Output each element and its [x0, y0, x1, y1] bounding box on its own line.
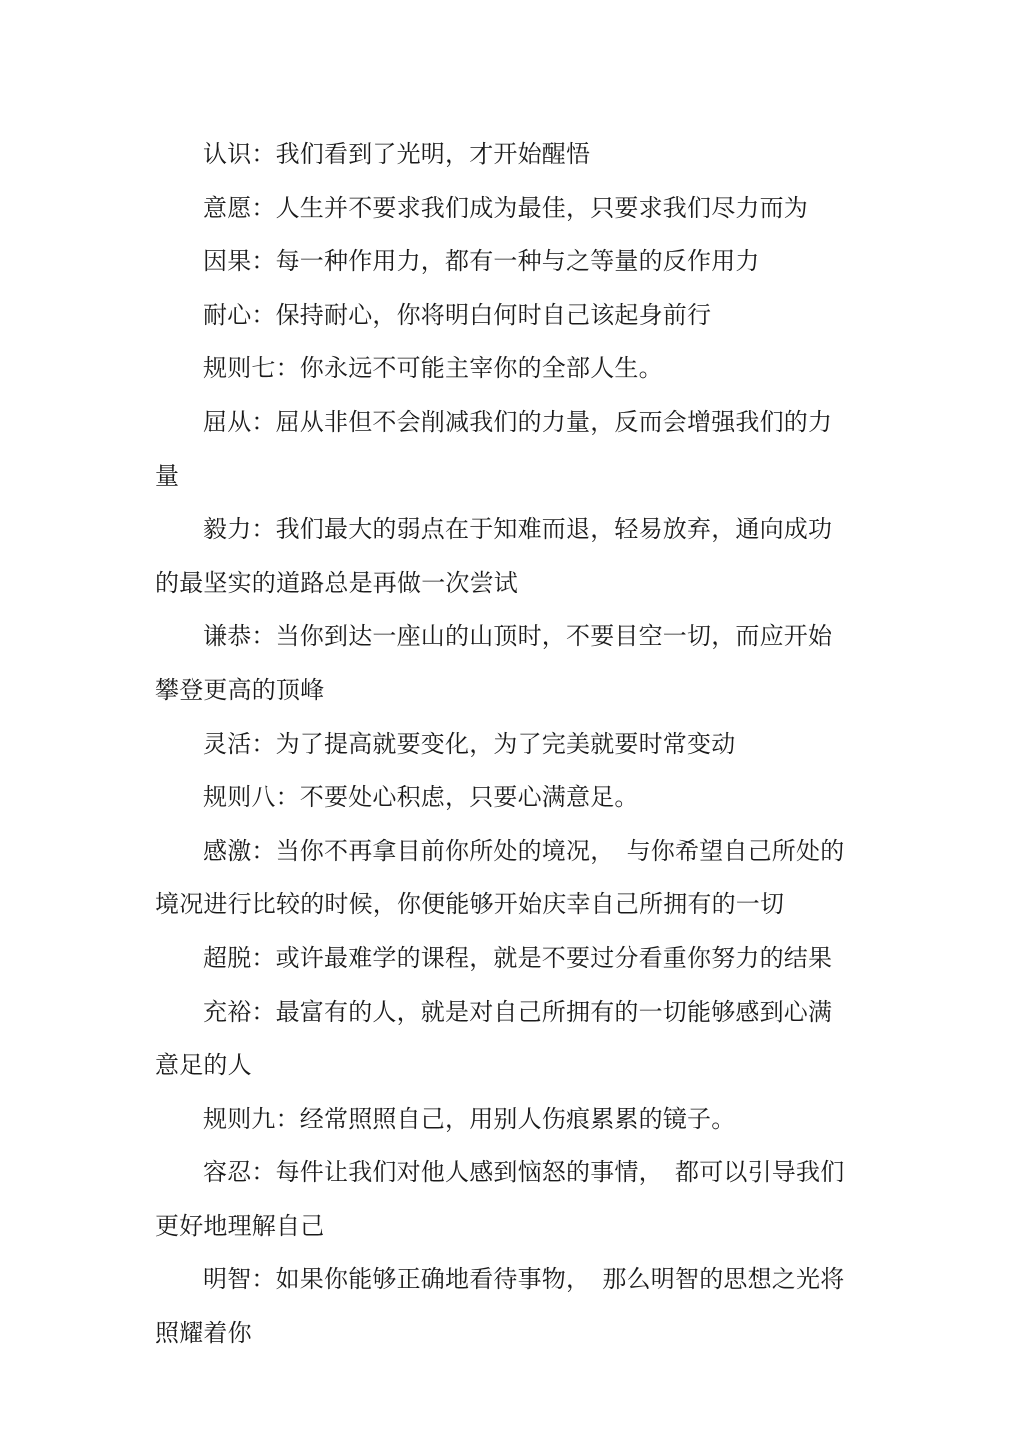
paragraph-9: 灵活：为了提高就要变化，为了完美就要时常变动 [203, 729, 736, 758]
paragraph-13: 充裕：最富有的人，就是对自己所拥有的一切能够感到心满意足的人 [155, 997, 833, 1080]
paragraph-2: 意愿：人生并不要求我们成为最佳，只要求我们尽力而为 [203, 193, 808, 222]
paragraph-4: 耐心：保持耐心，你将明白何时自己该起身前行 [203, 300, 712, 329]
paragraph-14: 规则九：经常照照自己，用别人伤痕累累的镜子。 [203, 1104, 736, 1133]
paragraph-3: 因果：每一种作用力，都有一种与之等量的反作用力 [203, 247, 760, 276]
paragraph-10: 规则八：不要处心积虑，只要心满意足。 [203, 783, 639, 812]
paragraph-1: 认识：我们看到了光明，才开始醒悟 [203, 140, 591, 168]
paragraph-12: 超脱：或许最难学的课程，就是不要过分看重你努力的结果 [203, 943, 833, 972]
paragraph-6: 屈从：屈从非但不会削减我们的力量，反而会增强我们的力量 [155, 407, 833, 490]
paragraph-11: 感激：当你不再拿目前你所处的境况， 与你希望自己所处的境况进行比较的时候，你便能够开始庆幸自己所拥有的一切 [155, 836, 845, 919]
paragraph-8: 谦恭：当你到达一座山的山顶时，不要目空一切，而应开始攀登更高的顶峰 [155, 622, 833, 704]
document-body [155, 128, 855, 1361]
paragraph-16: 明智：如果你能够正确地看待事物， 那么明智的思想之光将照耀着你 [155, 1265, 845, 1348]
paragraph-7: 毅力：我们最大的弱点在于知难而退，轻易放弃，通向成功的最坚实的道路总是再做一次尝试 [155, 515, 833, 597]
paragraph-5: 规则七：你永远不可能主宰你的全部人生。 [203, 354, 663, 383]
paragraph-15: 容忍：每件让我们对他人感到恼怒的事情， 都可以引导我们更好地理解自己 [155, 1158, 845, 1240]
